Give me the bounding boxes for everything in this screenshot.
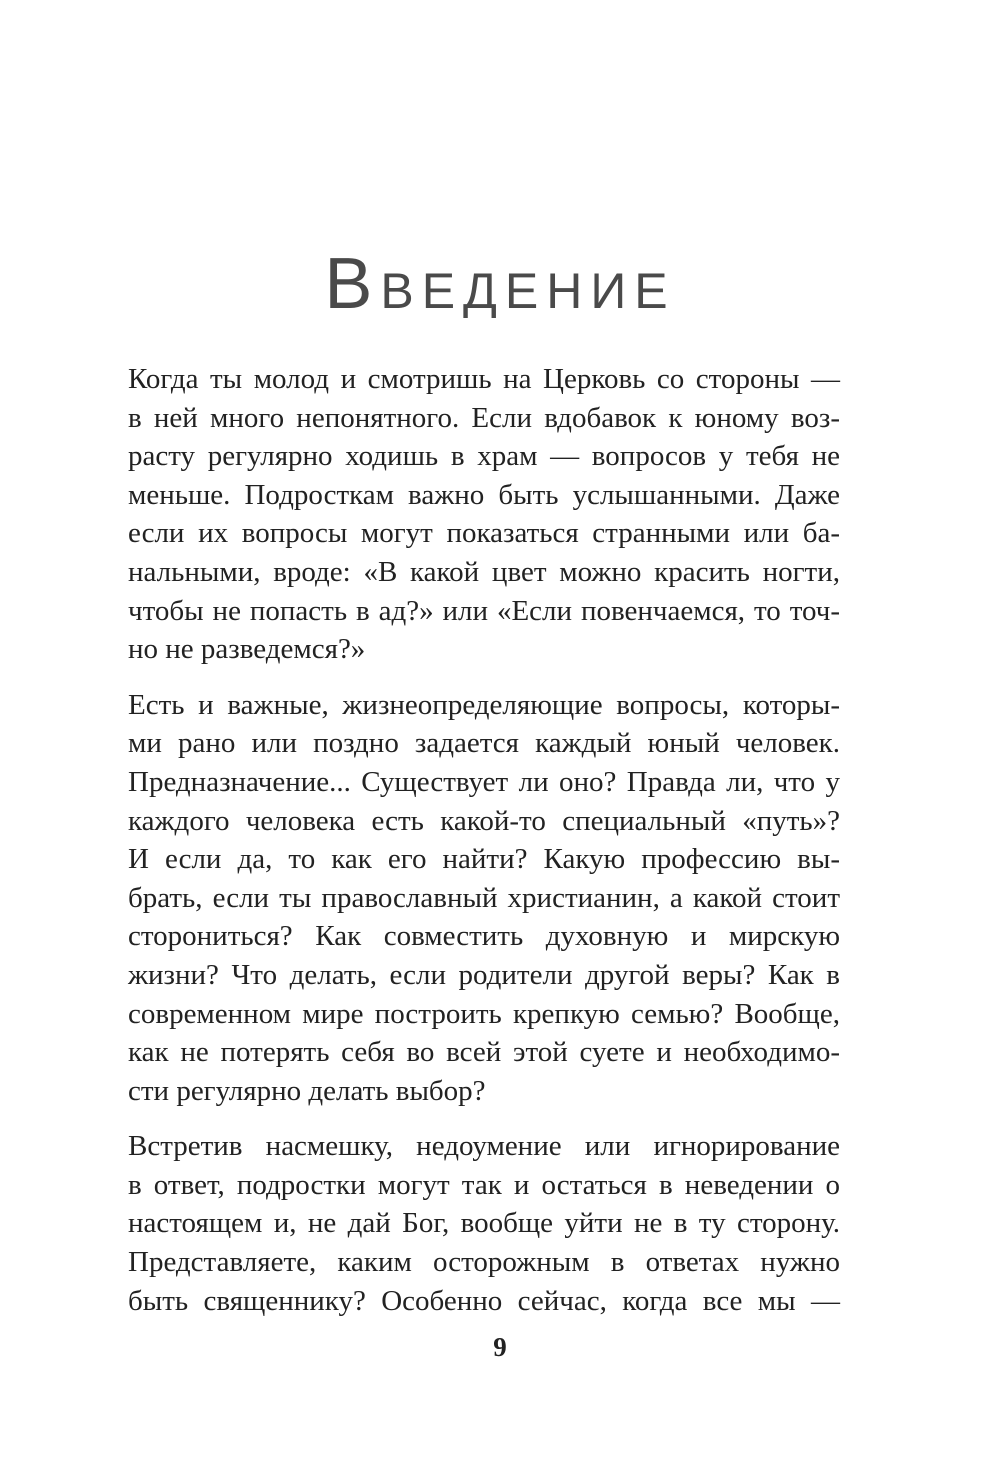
paragraph-1	[128, 360, 840, 669]
text-line: сти регулярно делать выбор?	[128, 1074, 486, 1107]
text-line: Есть и важные, жизнеопределяющие вопросы, которы-	[128, 688, 840, 721]
text-line: нальными, вроде: «В какой цвет можно красить ногти,	[128, 555, 840, 588]
text-line: каждого человека есть какой-то специальный «путь»?	[128, 804, 840, 837]
text-line: Представляете, каким осторожным в ответах нужно	[128, 1246, 840, 1279]
text-line: брать, если ты православный христианин, а какой стоит	[128, 881, 840, 914]
text-line: как не потерять себя во всей этой суете и необходимо-	[128, 1036, 840, 1069]
text-line: расту регулярно ходишь в храм — вопросов у тебя не	[128, 440, 840, 473]
paragraph-3	[128, 1127, 840, 1320]
text-line: сторониться? Как совместить духовную и мирскую	[128, 920, 840, 953]
text-line: Встретив насмешку, недоумение или игнорирование	[128, 1130, 840, 1163]
text-line: в ответ, подростки могут так и остаться в неведении о	[128, 1168, 840, 1201]
text-line: в ней много непонятного. Если вдобавок к юному воз-	[128, 401, 840, 434]
text-line: настоящем и, не дай Бог, вообще уйти не в ту сторону.	[128, 1207, 840, 1240]
text-line: И если да, то как его найти? Какую профессию вы-	[128, 843, 840, 876]
text-line: Предназначение... Существует ли оно? Правда ли, что у	[128, 765, 840, 798]
paragraph-2	[128, 686, 840, 1111]
text-line: но не разведемся?»	[128, 633, 366, 666]
chapter-title: Введение	[324, 244, 676, 325]
text-line: ми рано или поздно задается каждый юный человек.	[128, 727, 840, 760]
text-line: современном мире построить крепкую семью? Вообще,	[128, 997, 840, 1030]
page-number: 9	[493, 1332, 507, 1362]
text-line: если их вопросы могут показаться странными или ба-	[128, 517, 840, 550]
text-line: чтобы не попасть в ад?» или «Если повенчаемся, то точ-	[128, 594, 840, 627]
text-line: Когда ты молод и смотришь на Церковь со стороны —	[128, 363, 840, 395]
text-line: жизни? Что делать, если родители другой веры? Как в	[128, 958, 840, 991]
text-line: меньше. Подросткам важно быть услышанными. Даже	[128, 478, 840, 511]
text-line: быть священнику? Особенно сейчас, когда все мы —	[128, 1284, 840, 1317]
body-text	[128, 360, 840, 1337]
